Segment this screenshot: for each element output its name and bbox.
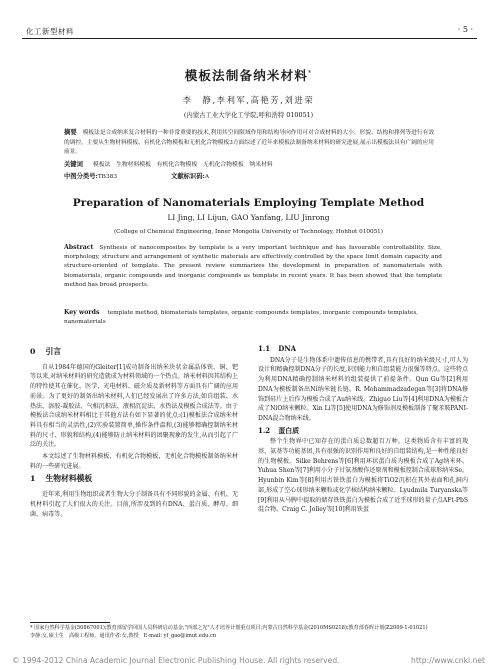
subsection-heading: 1.1 DNA xyxy=(258,344,297,353)
english-abstract xyxy=(64,243,442,290)
page-number: · 5 · xyxy=(457,25,473,34)
chinese-affiliation: (内蒙古工业大学化工学院,呼和浩特 010051) xyxy=(183,111,314,119)
abstract-text: 模板法是合成纳米复合材料的一种非常重要的技术,利用其空间限域作用和结构导向作用可对合成材料的大小、形貌、结构和排列等进行有效的调控。主要从生物材料模板、有机化合物模板和无机化合物模板3方面综述了近年来模板法制备纳米材料的研究进展,展示出模板法具有广阔的应用前景。 xyxy=(64,130,435,156)
english-abstract-text: Synthesis of nanocomposites by template is a very important technique and has favourable controllability. Size, morphology, structure and arrangement of synthetic materials are effectively controlled by the space limit domain capacity and structure-oriented of template. The present review summarizes the development in preparation of nanomaterials with biomaterials, organic compounds and inorganic compounds as template in recent years. It has been showed that the template method has broad prospects. xyxy=(64,245,442,288)
english-keywords xyxy=(64,308,442,327)
right-column xyxy=(258,344,468,517)
footnote-author: 李静:女,硕士生 高级工程师。通讯作者:女,教授 E-mail: yf_gao@imut.edu.cn xyxy=(30,633,217,640)
chinese-title: 模板法制备纳米材料* xyxy=(184,68,313,83)
english-keywords-label: Key words xyxy=(64,309,100,316)
english-title: Preparation of Nanomaterials Employing Template Method xyxy=(72,197,425,209)
keywords-label: 关键词 xyxy=(64,161,83,168)
english-authors: LI Jing, LI Lijun, GAO Yanfang, LIU Jinrong xyxy=(167,213,330,222)
english-affiliation: (College of Chemical Engineering, Inner Mongolia University of Technology, Hohhot 010051) xyxy=(113,229,384,235)
chinese-keywords xyxy=(64,159,444,168)
subsection-heading: 1.2 蛋白质 xyxy=(258,425,300,435)
footnote xyxy=(30,624,470,640)
classification-line xyxy=(64,171,444,180)
title-footnote-mark: * xyxy=(308,69,313,77)
section-heading: 0 引言 xyxy=(30,347,62,356)
paragraph: 整个生物界中已知存在的蛋白质总数超百万种。这类物质含有丰富的羧基、氨基等功能基团,具有很强的识别作用和良好的自组装结构,是一种性能良好的生物模板。Silke Behrens等[6]利用环状蛋白质为模板合成了Ag纳米环。Yuhua Shen等[7]利用小分子甘氨基酸作还原剂和模板控制合成球形纳米Se。Hyunbin Kim等[8]利用古铁铁蛋白为模板将TiO2沉积在其外表面和孔洞内部,形成了空心球形纳米颗粒或化学核结构纳米颗粒。Lyudmila Turyanska等[9]利用从马脾中提取的储存铁铁蛋白为模板合成了近乎球形的量子点AFt-PbS混合物。Craig C. Jolley等[10]利用铁蛋 xyxy=(258,438,468,514)
paragraph: 近年来,利用生物组织或者生物大分子制备具有不同形貌的金属、有机、无机材料引起了人们很大的关注。目前,所涉及到的有DNA、蛋白质、酵母、细菌、病毒等。 xyxy=(30,491,238,518)
english-abstract-label: Abstract xyxy=(64,244,94,251)
doc-code-label: 文献标识码: xyxy=(171,173,205,180)
clc-value: TB383 xyxy=(97,174,118,180)
paragraph: DNA分子是生物体系中遗传信息的携带者,具有良好的纳米级尺寸,可人为设计和精确控制DNA分子的长度,识别能力和自组装能力很强等特点。这些特点为利用DNA精确控制纳米材料的组装提供了前提条件。Qun Gu等[2]利用DNA为模板制备出Ni纳米链长链。R. Mohammadzadegan等[3]将DNA修饰到硅片上后作为模板合成了Au纳米线。Zhiguo Liu等[4]利用DNA为模板合成了NiO纳米颗粒。Xin Li等[5]使用DNA为修饰剂及模板制备了聚苯胺PANI-DNA混合物纳米线。 xyxy=(258,356,468,422)
section-heading: 1 生物材料模板 xyxy=(30,474,93,484)
copyright-text: © 1994-2012 China Academic Journal Electronic Publishing House. All rights reserved. xyxy=(12,656,340,665)
journal-name: 化工新型材料 xyxy=(26,27,74,36)
keywords-text: 模板法 生物材料模板 有机化合物模板 无机化合物模板 纳米材料 xyxy=(92,162,273,168)
doc-code-value: A xyxy=(204,174,210,180)
running-header xyxy=(22,24,477,39)
paragraph: 自从1984年德国的Gleiter[1]成功制备出纳米块状金属晶体铁、铜、钯等以来,对纳米材料的研究造就成为材料领域的一个热点。纳米材料因其结构上的特性使其在催化、医学、光电材料、磁介质及新材料等方面具有广阔的应用前景。为了更好的制备出纳米材料,人们已经发展出了许多方法,如自组装、水热法、溶胶-凝胶法、气相沉积法、液相沉淀法、水热法及模板合成法等。由于模板法合成纳米材料相比于其他方法有如下显著的优点:(1)模板法合成纳米材料具有相当的灵活性,(2)实验装置简单,操作条件温和,(3)能够精确控制纳米材料的尺寸、形貌和结构,(4)能够防止纳米材料的团聚现象的发生,从而引起了广泛的关注。 xyxy=(30,363,238,449)
clc-label: 中图分类号: xyxy=(64,173,98,180)
footnote-divider xyxy=(30,622,110,623)
english-keywords-text: template method, biomaterials templates, organic compounds templates, inorganic compounds templates, nanomaterials xyxy=(64,310,419,326)
abstract-label: 摘要 xyxy=(64,129,77,136)
chinese-authors: 李 静,李利军,高艳芳,刘进荣 xyxy=(182,95,315,105)
paragraph: 本文综述了生物材料模板、有机化合物模板、无机化合物模板制备纳米材料的一些研究进展。 xyxy=(30,453,238,470)
footnote-funding: * 国家自然科学基金(50867001);教育部留学回国人员科研启动基金;"西部之光"人才培养计划重点项目;内蒙古自然科学基金(2010MS0218);教育部春晖计划(Z2009-1-01021) xyxy=(30,625,428,631)
chinese-abstract xyxy=(64,128,434,158)
left-column xyxy=(30,344,238,521)
cnki-url: http://www.cnki.net xyxy=(411,656,485,665)
